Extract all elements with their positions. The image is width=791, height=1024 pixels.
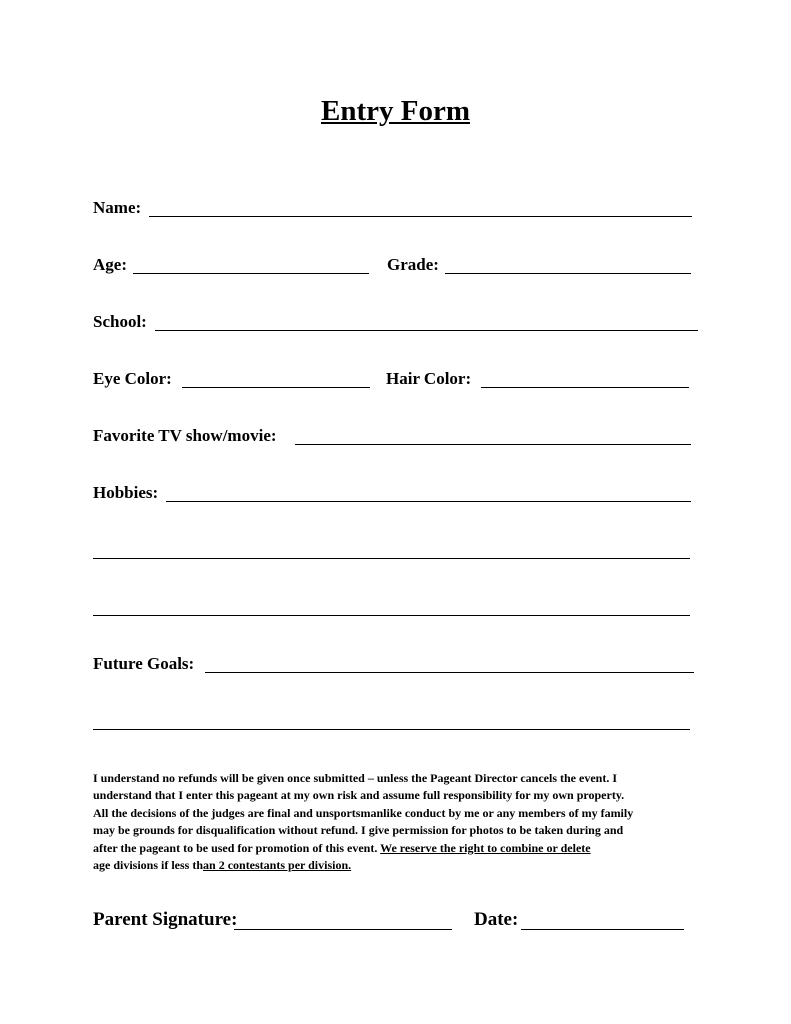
disclaimer-line: may be grounds for disqualification without refund. I give permission for photos to be taken during and bbox=[93, 823, 624, 838]
parent-signature-field[interactable] bbox=[234, 929, 452, 930]
parent-signature-label: Parent Signature: bbox=[93, 909, 238, 930]
age-field[interactable] bbox=[133, 273, 369, 274]
date-field[interactable] bbox=[521, 929, 684, 930]
disclaimer-underlined-text: We reserve the right to combine or delete bbox=[380, 840, 591, 855]
school-row bbox=[93, 311, 699, 335]
school-label: School: bbox=[93, 312, 147, 331]
favorite-label: Favorite TV show/movie: bbox=[93, 426, 277, 445]
disclaimer-line: All the decisions of the judges are final and unsportsmanlike conduct by me or any members of my family bbox=[93, 805, 634, 820]
favorite-row bbox=[93, 425, 693, 449]
hair-color-field[interactable] bbox=[481, 387, 689, 388]
school-field[interactable] bbox=[155, 330, 698, 331]
future-goals-extra-row bbox=[93, 710, 693, 734]
name-field[interactable] bbox=[149, 216, 692, 217]
age-label: Age: bbox=[93, 255, 127, 274]
hobbies-extra-row-1 bbox=[93, 539, 693, 563]
disclaimer-line bbox=[93, 840, 703, 857]
signature-row bbox=[93, 908, 688, 934]
eye-hair-row bbox=[93, 368, 693, 392]
disclaimer-line bbox=[93, 857, 703, 874]
disclaimer-underlined-text: an 2 contestants per division. bbox=[203, 858, 352, 873]
disclaimer-line: I understand no refunds will be given once submitted – unless the Pageant Director cancels the event. I bbox=[93, 771, 618, 785]
hobbies-row bbox=[93, 482, 693, 506]
date-label: Date: bbox=[474, 909, 519, 930]
name-row bbox=[93, 197, 693, 221]
hobbies-extra-line-2[interactable] bbox=[93, 615, 690, 616]
grade-field[interactable] bbox=[445, 273, 691, 274]
disclaimer-text: age divisions if less th bbox=[93, 858, 204, 873]
favorite-field[interactable] bbox=[295, 444, 691, 445]
future-goals-label: Future Goals: bbox=[93, 654, 195, 673]
age-grade-row bbox=[93, 254, 693, 278]
hobbies-field[interactable] bbox=[166, 501, 691, 502]
hair-color-label: Hair Color: bbox=[386, 369, 472, 388]
hobbies-extra-row-2 bbox=[93, 596, 693, 620]
form-title: Entry Form bbox=[321, 95, 470, 127]
grade-label: Grade: bbox=[387, 255, 439, 274]
eye-color-label: Eye Color: bbox=[93, 369, 172, 388]
future-goals-row bbox=[93, 653, 695, 677]
eye-color-field[interactable] bbox=[182, 387, 370, 388]
disclaimer-text: after the pageant to be used for promotion of this event. bbox=[93, 840, 381, 855]
hobbies-extra-line-1[interactable] bbox=[93, 558, 690, 559]
disclaimer-paragraph bbox=[93, 770, 703, 874]
disclaimer-line: understand that I enter this pageant at my own risk and assume full responsibility for my own property. bbox=[93, 788, 625, 803]
future-goals-field[interactable] bbox=[205, 672, 694, 673]
name-label: Name: bbox=[93, 198, 142, 217]
future-goals-extra-line[interactable] bbox=[93, 729, 690, 730]
hobbies-label: Hobbies: bbox=[93, 483, 159, 502]
